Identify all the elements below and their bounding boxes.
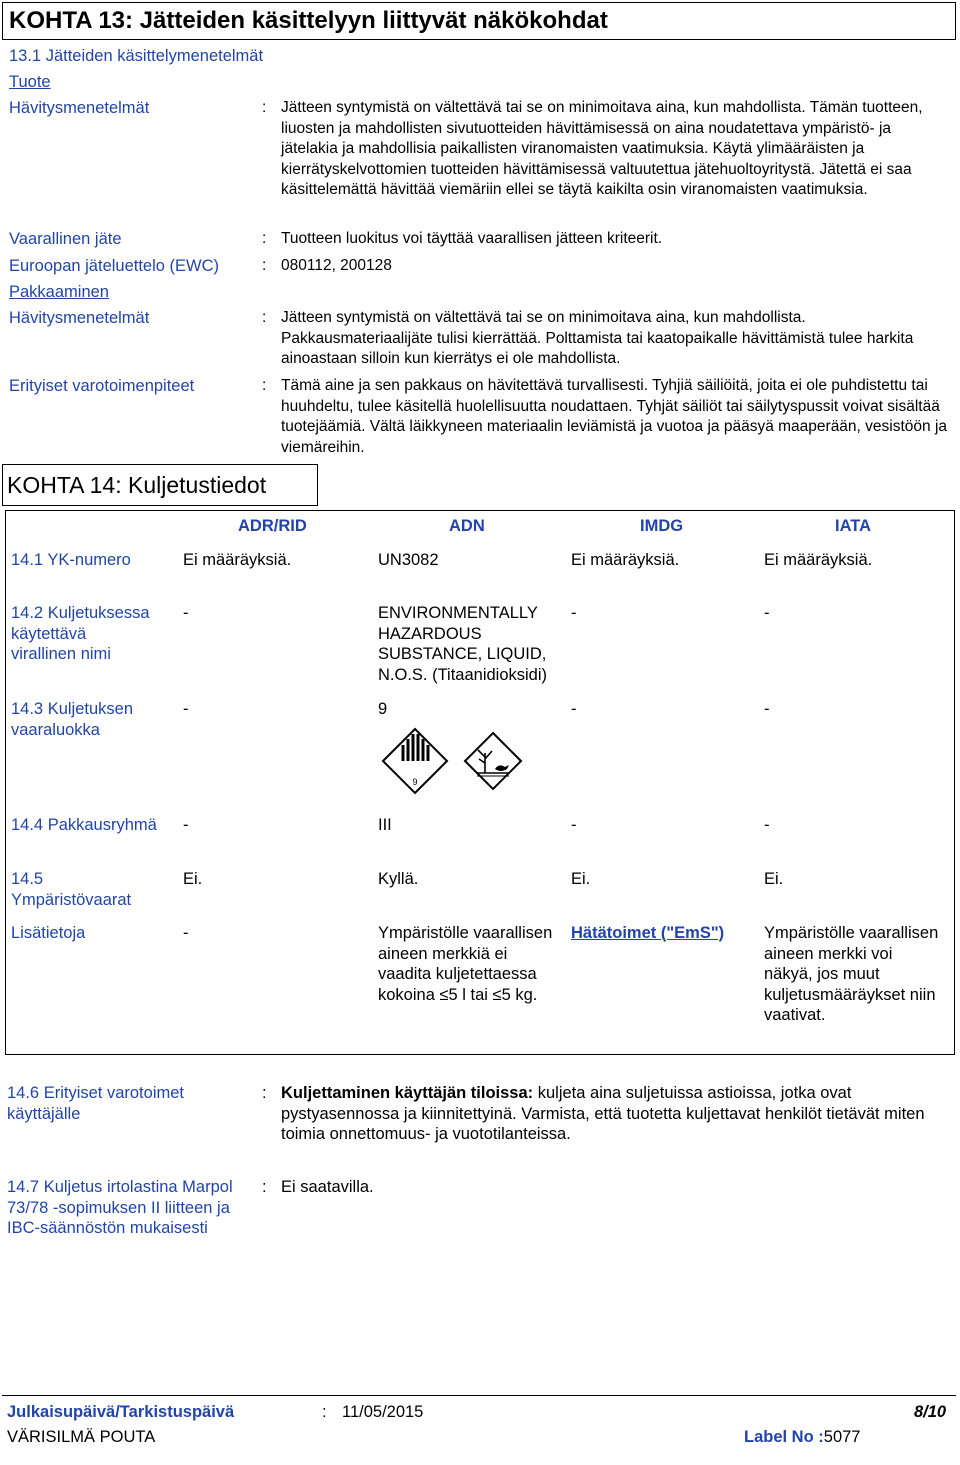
info-iata: Ympäristölle vaarallisen aineen merkki voi näkyä, jos muut kuljetusmääräykset niin vaativat. — [764, 924, 939, 1024]
special-precautions-label: Erityiset varotoimenpiteet — [9, 377, 195, 395]
pictogram-number: 9 — [412, 777, 418, 787]
row-additional-info-label: Lisätietoja — [11, 924, 86, 942]
name-adn: ENVIRONMENTALLY HAZARDOUS SUBSTANCE, LIQUID, N.O.S. (Titaanidioksidi) — [378, 604, 548, 684]
special-precautions-user-label: 14.6 Erityiset varotoimet käyttäjälle — [7, 1084, 184, 1123]
env-adr: Ei. — [183, 870, 203, 888]
un-adr: Ei määräyksiä. — [183, 551, 292, 569]
column-adr-rid: ADR/RID — [238, 517, 307, 535]
section-14-title: KOHTA 14: Kuljetustiedot — [2, 464, 318, 506]
name-imdg: - — [571, 604, 577, 622]
footer-colon: : — [322, 1403, 327, 1421]
name-iata: - — [764, 604, 770, 622]
ewc-label: Euroopan jäteluettelo (EWC) — [9, 257, 220, 275]
row-shipping-name-label: 14.2 Kuljetuksessa käytettävä virallinen nimi — [11, 604, 150, 663]
row-environmental-label: 14.5 Ympäristövaarat — [11, 870, 132, 909]
packaging-disposal-label: Hävitysmenetelmät — [9, 309, 150, 327]
column-adn: ADN — [449, 517, 485, 535]
bulk-transport-text: Ei saatavilla. — [281, 1178, 374, 1196]
colon: : — [262, 99, 267, 116]
disposal-text: Jätteen syntymistä on vältettävä tai se on minimoitava aina, kun mahdollista. Tämän tuotteen, liuosten ja mahdollisten sivutuotteiden hävittämisessä on aina noudatettava ympäristö- ja jätelakia ja mahdollisia paikallisten viranomaisten vaatimuksia. Käytä ylimääräisten ja kierrätyskelvottomien tuotteiden hävittämisessä valtuutettua jätehuoltoyritystä. Jätettä ei saa käsittelemättä hävittää viemäriin ellei se täytä kaikilta osin viranomaisten vaatimuksia. — [281, 99, 923, 198]
environment-hazard-pictogram — [463, 731, 523, 791]
pack-adr: - — [183, 816, 189, 834]
class-adn: 9 — [378, 700, 388, 718]
footer-page-number: 8/10 — [914, 1403, 947, 1421]
footer-product-name: VÄRISILMÄ POUTA — [7, 1428, 156, 1446]
colon: : — [262, 309, 267, 326]
column-imdg: IMDG — [640, 517, 684, 535]
info-imdg-ems-link[interactable]: Hätätoimet ("EmS") — [571, 924, 725, 942]
hazardous-waste-text: Tuotteen luokitus voi täyttää vaarallisen jätteen kriteerit. — [281, 230, 663, 247]
env-imdg: Ei. — [571, 870, 591, 888]
pack-adn: III — [378, 816, 392, 834]
pack-imdg: - — [571, 816, 577, 834]
class-adr: - — [183, 700, 189, 718]
user-text-bold: Kuljettaminen käyttäjän tiloissa: — [281, 1084, 534, 1102]
footer-label-no — [744, 1427, 860, 1448]
colon: : — [262, 377, 267, 394]
hazardous-waste-label: Vaarallinen jäte — [9, 230, 122, 248]
footer-date-label: Julkaisupäivä/Tarkistuspäivä — [7, 1403, 235, 1421]
info-adn: Ympäristölle vaarallisen aineen merkkiä ei vaadita kuljetettaessa kokoina ≤5 l tai ≤5 kg. — [378, 924, 553, 1004]
packaging-heading: Pakkaaminen — [9, 283, 109, 301]
footer-date: 11/05/2015 — [342, 1403, 424, 1421]
pack-iata: - — [764, 816, 770, 834]
row-packing-group-label: 14.4 Pakkausryhmä — [11, 816, 157, 834]
un-iata: Ei määräyksiä. — [764, 551, 873, 569]
special-precautions-user-text — [281, 1083, 941, 1145]
packaging-disposal-text: Jätteen syntymistä on vältettävä tai se on minimoitava aina, kun mahdollista. Pakkausmateriaalijäte tulisi kierrättää. Polttamista tai kaatopaikalle hävittämistä tulee harkita ainoastaan silloin kun kierrätys ei ole mahdollista. — [281, 309, 914, 367]
class-iata: - — [764, 700, 770, 718]
user-text: kuljeta aina suljetuissa astioissa, jotka ovat pystyasennossa ja kiinnitettyinä. Varmista, että tuotetta kuljettavat henkilöt tietävät miten toimia onnettomuus- ja vuototilanteissa. — [281, 1084, 925, 1143]
footer-label-no-label: Label No : — [744, 1428, 824, 1446]
un-imdg: Ei määräyksiä. — [571, 551, 680, 569]
product-heading: Tuote — [9, 73, 51, 91]
class-imdg: - — [571, 700, 577, 718]
footer-divider — [2, 1395, 956, 1396]
column-iata: IATA — [835, 517, 872, 535]
colon: : — [262, 1178, 267, 1196]
colon: : — [262, 1084, 267, 1102]
row-un-number-label: 14.1 YK-numero — [11, 551, 131, 569]
colon: : — [262, 257, 267, 274]
row-hazard-class-label: 14.3 Kuljetuksen vaaraluokka — [11, 700, 134, 739]
bulk-transport-label: 14.7 Kuljetus irtolastina Marpol 73/78 -sopimuksen II liitteen ja IBC-säännöstön mukaisesti — [7, 1178, 233, 1237]
ewc-text: 080112, 200128 — [281, 257, 392, 274]
colon: : — [262, 230, 267, 247]
env-iata: Ei. — [764, 870, 784, 888]
subsection-13-1-title: 13.1 Jätteiden käsittelymenetelmät — [9, 47, 264, 65]
name-adr: - — [183, 604, 189, 622]
disposal-label: Hävitysmenetelmät — [9, 99, 150, 117]
section-13-title: KOHTA 13: Jätteiden käsittelyyn liittyvät näkökohdat — [2, 2, 956, 40]
class-9-hazard-pictogram — [381, 727, 449, 795]
info-adr: - — [183, 924, 189, 942]
special-precautions-text: Tämä aine ja sen pakkaus on hävitettävä turvallisesti. Tyhjiä säiliöitä, joita ei ole puhdistettu tai huuhdeltu, tulee käsitellä huolellisuutta noudattaen. Tyhjät säiliöt tai säilytyspussit voivat sisältää tuotejäämiä. Vältä läikkyneen materiaalin leviämistä ja vuotoa ja pääsyä maaperään, vesistöön ja viemäreihin. — [281, 377, 948, 456]
footer-label-no-value: 5077 — [823, 1428, 861, 1446]
env-adn: Kyllä. — [378, 870, 419, 888]
un-adn: UN3082 — [378, 551, 439, 569]
